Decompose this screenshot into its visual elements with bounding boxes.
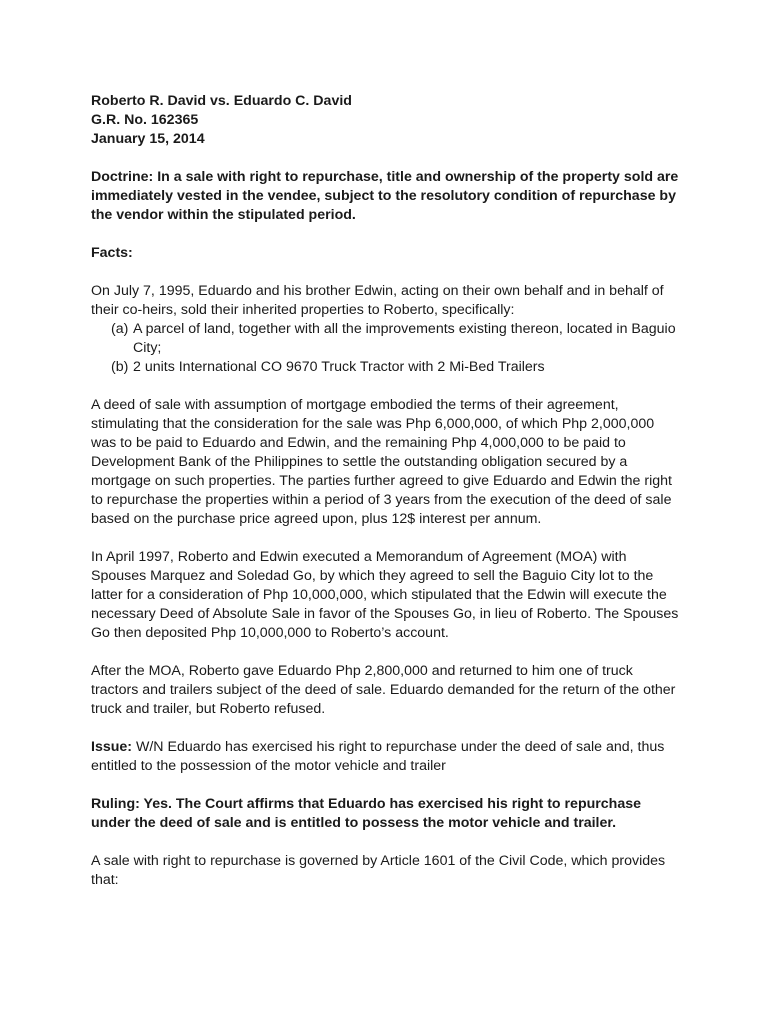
- issue-paragraph: [91, 738, 681, 776]
- list-item: [91, 358, 681, 377]
- facts-paragraph-deed: A deed of sale with assumption of mortgage embodied the terms of their agreement, stimulating that the consideration for the sale was Php 6,000,000, of which Php 2,000,000 was to be paid to Eduardo and Edwin, and the remaining Php 4,000,000 to be paid to Development Bank of the Philippines to settle the outstanding obligation secured by a mortgage on such properties. The parties further agreed to give Eduardo and Edwin the right to repurchase the properties within a period of 3 years from the execution of the deed of sale based on the purchase price agreed upon, plus 12$ interest per annum.: [91, 397, 672, 527]
- issue-text: W/N Eduardo has exercised his right to repurchase under the deed of sale and, thus entitled to the possession of the motor vehicle and trailer: [91, 739, 665, 774]
- doctrine-paragraph: Doctrine: In a sale with right to repurchase, title and ownership of the property sold are immediately vested in the vendee, subject to the resolutory condition of repurchase by the vendor within the stipulated period.: [91, 169, 679, 223]
- issue-label: Issue:: [91, 739, 133, 755]
- list-item-text: 2 units International CO 9670 Truck Tractor with 2 Mi-Bed Trailers: [133, 359, 545, 375]
- list-item: [91, 320, 681, 358]
- facts-paragraph-return: After the MOA, Roberto gave Eduardo Php 2,800,000 and returned to him one of truck tractors and trailers subject of the deed of sale. Eduardo demanded for the return of the other truck and trailer, but Roberto refused.: [91, 663, 676, 717]
- case-date: January 15, 2014: [91, 131, 205, 147]
- facts-heading: Facts:: [91, 245, 133, 261]
- case-title: Roberto R. David vs. Eduardo C. David: [91, 93, 352, 109]
- list-marker: (b): [111, 359, 129, 375]
- property-list: [91, 320, 681, 377]
- ruling-paragraph: Ruling: Yes. The Court affirms that Eduardo has exercised his right to repurchase under the deed of sale and is entitled to possess the motor vehicle and trailer.: [91, 796, 642, 831]
- case-gr-number: G.R. No. 162365: [91, 112, 199, 128]
- list-marker: (a): [111, 321, 129, 337]
- facts-paragraph-moa: In April 1997, Roberto and Edwin executed a Memorandum of Agreement (MOA) with Spouses Marquez and Soledad Go, by which they agreed to sell the Baguio City lot to the latter for a consideration of Php 10,000,000, which stipulated that the Edwin will execute the necessary Deed of Absolute Sale in favor of the Spouses Go, in lieu of Roberto. The Spouses Go then deposited Php 10,000,000 to Roberto’s account.: [91, 549, 679, 641]
- facts-intro: On July 7, 1995, Eduardo and his brother Edwin, acting on their own behalf and in behalf of their co-heirs, sold their inherited properties to Roberto, specifically:: [91, 283, 664, 318]
- closing-paragraph: A sale with right to repurchase is governed by Article 1601 of the Civil Code, which provides that:: [91, 853, 666, 888]
- list-item-text: A parcel of land, together with all the improvements existing thereon, located in Baguio City;: [133, 321, 676, 356]
- document-page: [91, 92, 681, 890]
